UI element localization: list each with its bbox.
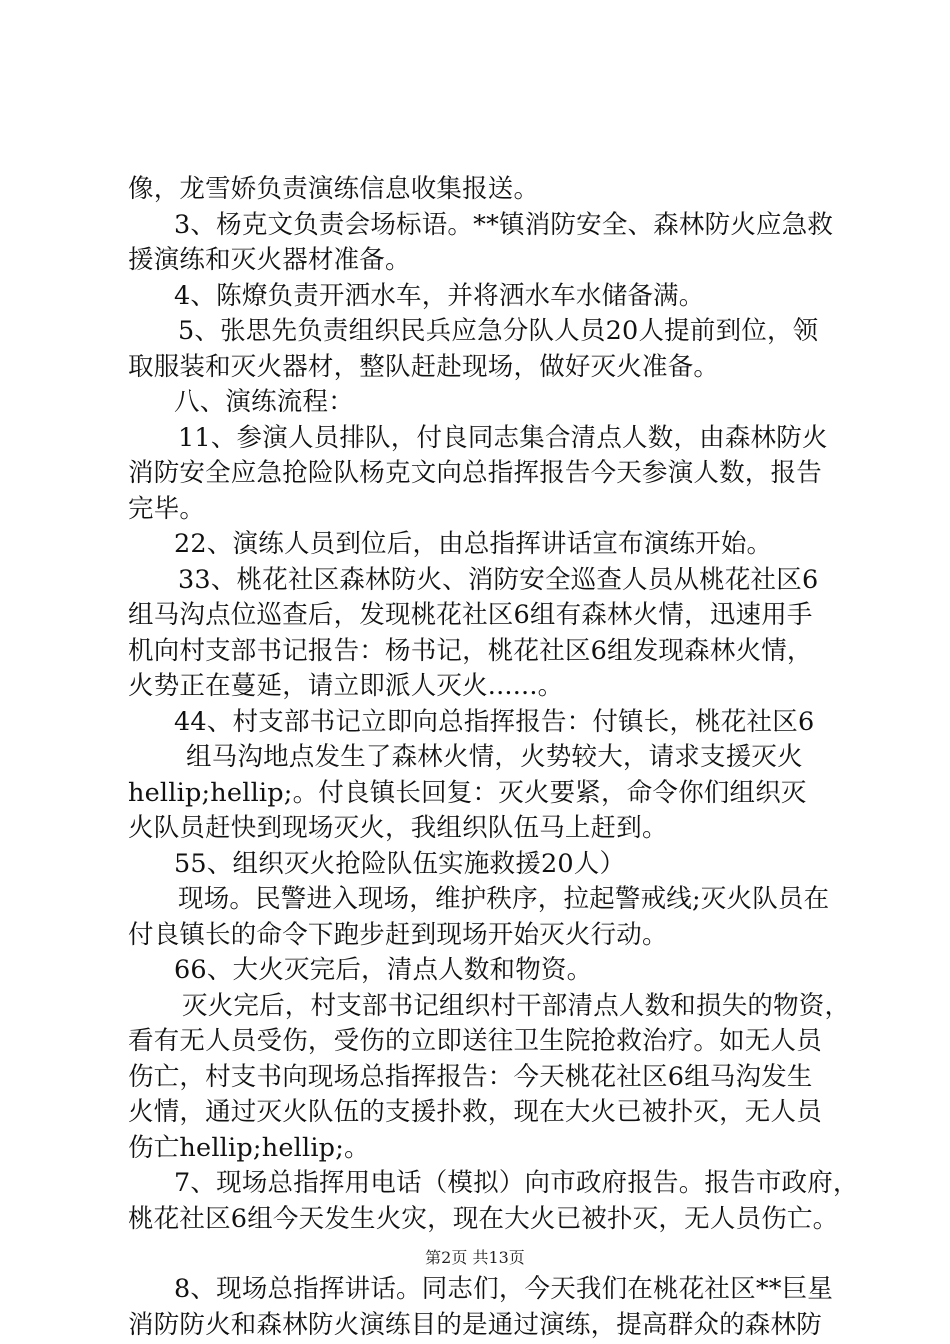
text-line: 伤亡，村支书向现场总指挥报告：今天桃花社区6组马沟发生	[128, 1061, 813, 1092]
text-line: 像，龙雪娇负责演练信息收集报送。	[128, 174, 540, 204]
text-line: 取服装和灭火器材，整队赶赴现场，做好灭火准备。	[128, 351, 720, 382]
text-line: 33、桃花社区森林防火、消防安全巡查人员从桃花社区6	[178, 564, 819, 595]
text-line: 55、组织灭火抢险队伍实施救援20人）	[174, 848, 626, 879]
text-line: 7、现场总指挥用电话（模拟）向市政府报告。报告市政府，	[174, 1168, 859, 1198]
text-line: 八、演练流程：	[174, 387, 354, 417]
text-line: 8、现场总指挥讲话。同志们，今天我们在桃花社区**巨星	[174, 1274, 834, 1304]
text-line: 火情，通过灭火队伍的支援扑救，现在大火已被扑灭，无人员	[128, 1097, 822, 1127]
text-line: 5、张思先负责组织民兵应急分队人员20人提前到位，领	[178, 316, 819, 346]
text-line: 灭火完后，村支部书记组织村干部清点人数和损失的物资，	[182, 990, 851, 1021]
text-line: 现场。民警进入现场，维护秩序，拉起警戒线;灭火队员在	[178, 884, 830, 914]
text-line: 付良镇长的命令下跑步赶到现场开始灭火行动。	[128, 919, 668, 950]
text-line: 火队员赶快到现场灭火，我组织队伍马上赶到。	[128, 813, 668, 843]
text-line: 火势正在蔓延，请立即派人灭火......。	[128, 671, 564, 701]
text-line: 3、杨克文负责会场标语。**镇消防安全、森林防火应急救	[174, 209, 834, 240]
text-line: 11、参演人员排队，付良同志集合清点人数，由森林防火	[178, 422, 828, 453]
text-line: 援演练和灭火器材准备。	[128, 245, 411, 275]
text-line: 伤亡hellip;hellip;。	[128, 1132, 370, 1163]
text-line: 44、村支部书记立即向总指挥报告：付镇长，桃花社区6	[174, 706, 815, 737]
text-line: 完毕。	[128, 493, 206, 524]
text-line: 桃花社区6组今天发生火灾，现在大火已被扑灭，无人员伤亡。	[128, 1203, 839, 1234]
text-line: 组马沟点位巡查后，发现桃花社区6组有森林火情，迅速用手	[128, 600, 813, 630]
text-line: 组马沟地点发生了森林火情，火势较大，请求支援灭火	[186, 742, 803, 772]
page-footer: 第2页 共13页	[425, 1248, 525, 1267]
text-line: 机向村支部书记报告：杨书记，桃花社区6组发现森林火情，	[128, 635, 813, 666]
document-body	[128, 172, 859, 1343]
text-line: 22、演练人员到位后，由总指挥讲话宣布演练开始。	[174, 529, 773, 559]
text-line: 看有无人员受伤，受伤的立即送往卫生院抢救治疗。如无人员	[128, 1026, 822, 1056]
text-line: 66、大火灭完后，清点人数和物资。	[174, 955, 593, 985]
text-line: hellip;hellip;。付良镇长回复：灭火要紧，命令你们组织灭	[128, 777, 807, 808]
text-line: 消防防火和森林防火演练目的是通过演练，提高群众的森林防	[128, 1309, 822, 1340]
text-line: 消防安全应急抢险队杨克文向总指挥报告今天参演人数，报告	[128, 458, 822, 488]
text-line: 4、陈燎负责开洒水车，并将洒水车水储备满。	[174, 280, 705, 311]
